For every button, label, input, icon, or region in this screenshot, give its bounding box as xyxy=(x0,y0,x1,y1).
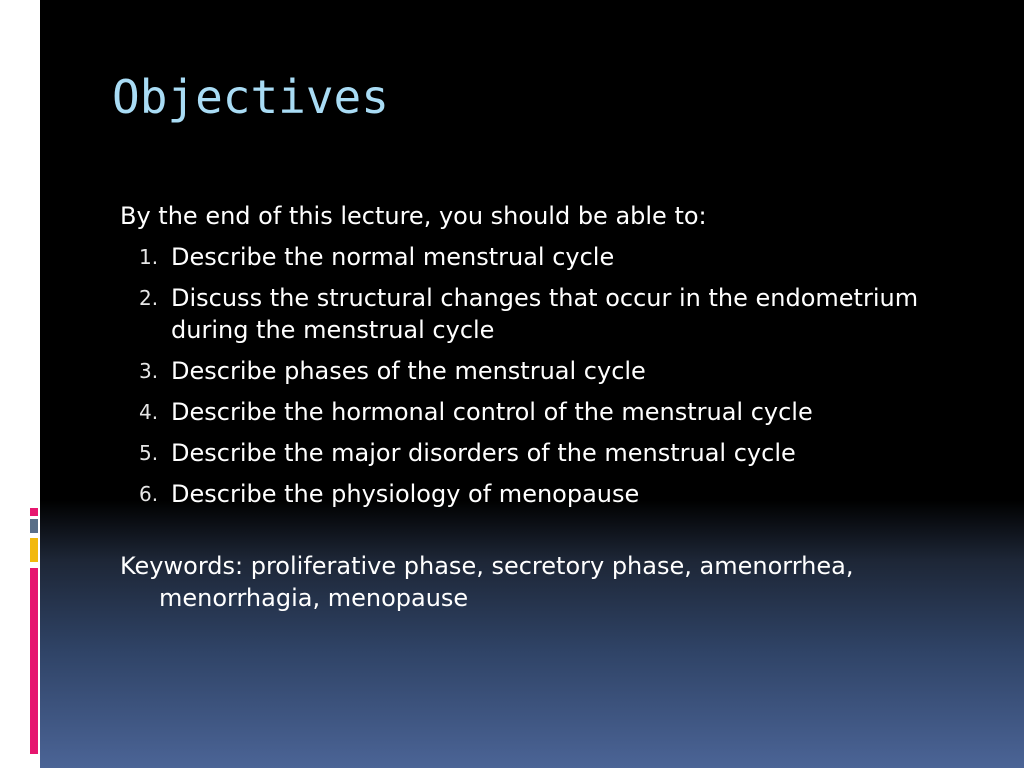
keywords-text: Keywords: proliferative phase, secretory phase, amenorrhea, menorrhagia, menopause xyxy=(120,552,854,612)
deco-bar xyxy=(28,0,40,500)
list-number: 6. xyxy=(139,482,159,506)
list-item xyxy=(120,437,980,469)
decorative-bars xyxy=(0,0,40,768)
list-number: 1. xyxy=(139,245,159,269)
deco-bar-pink xyxy=(30,508,38,516)
list-item-text: Describe the physiology of menopause xyxy=(171,480,640,508)
deco-bar-pink-long xyxy=(30,568,38,754)
list-item xyxy=(120,282,980,346)
list-item-text: Describe the hormonal control of the menstrual cycle xyxy=(171,398,813,426)
list-item xyxy=(120,478,980,510)
objectives-list xyxy=(120,241,980,510)
list-item xyxy=(120,396,980,428)
list-item-text: Describe the major disorders of the menstrual cycle xyxy=(171,439,796,467)
deco-bar-yellow xyxy=(30,538,38,562)
list-item-text: Discuss the structural changes that occur in the endometrium during the menstrual cycle xyxy=(171,284,919,344)
deco-bar-gray xyxy=(30,519,38,533)
list-number: 4. xyxy=(139,400,159,424)
list-item-text: Describe the normal menstrual cycle xyxy=(171,243,615,271)
content-body xyxy=(120,200,980,638)
list-number: 2. xyxy=(139,286,159,310)
page-title: Objectives xyxy=(112,70,389,124)
list-item xyxy=(120,241,980,273)
intro-text: By the end of this lecture, you should be able to: xyxy=(120,202,707,230)
list-number: 3. xyxy=(139,359,159,383)
list-item xyxy=(120,355,980,387)
list-item-text: Describe phases of the menstrual cycle xyxy=(171,357,646,385)
list-number: 5. xyxy=(139,441,159,465)
